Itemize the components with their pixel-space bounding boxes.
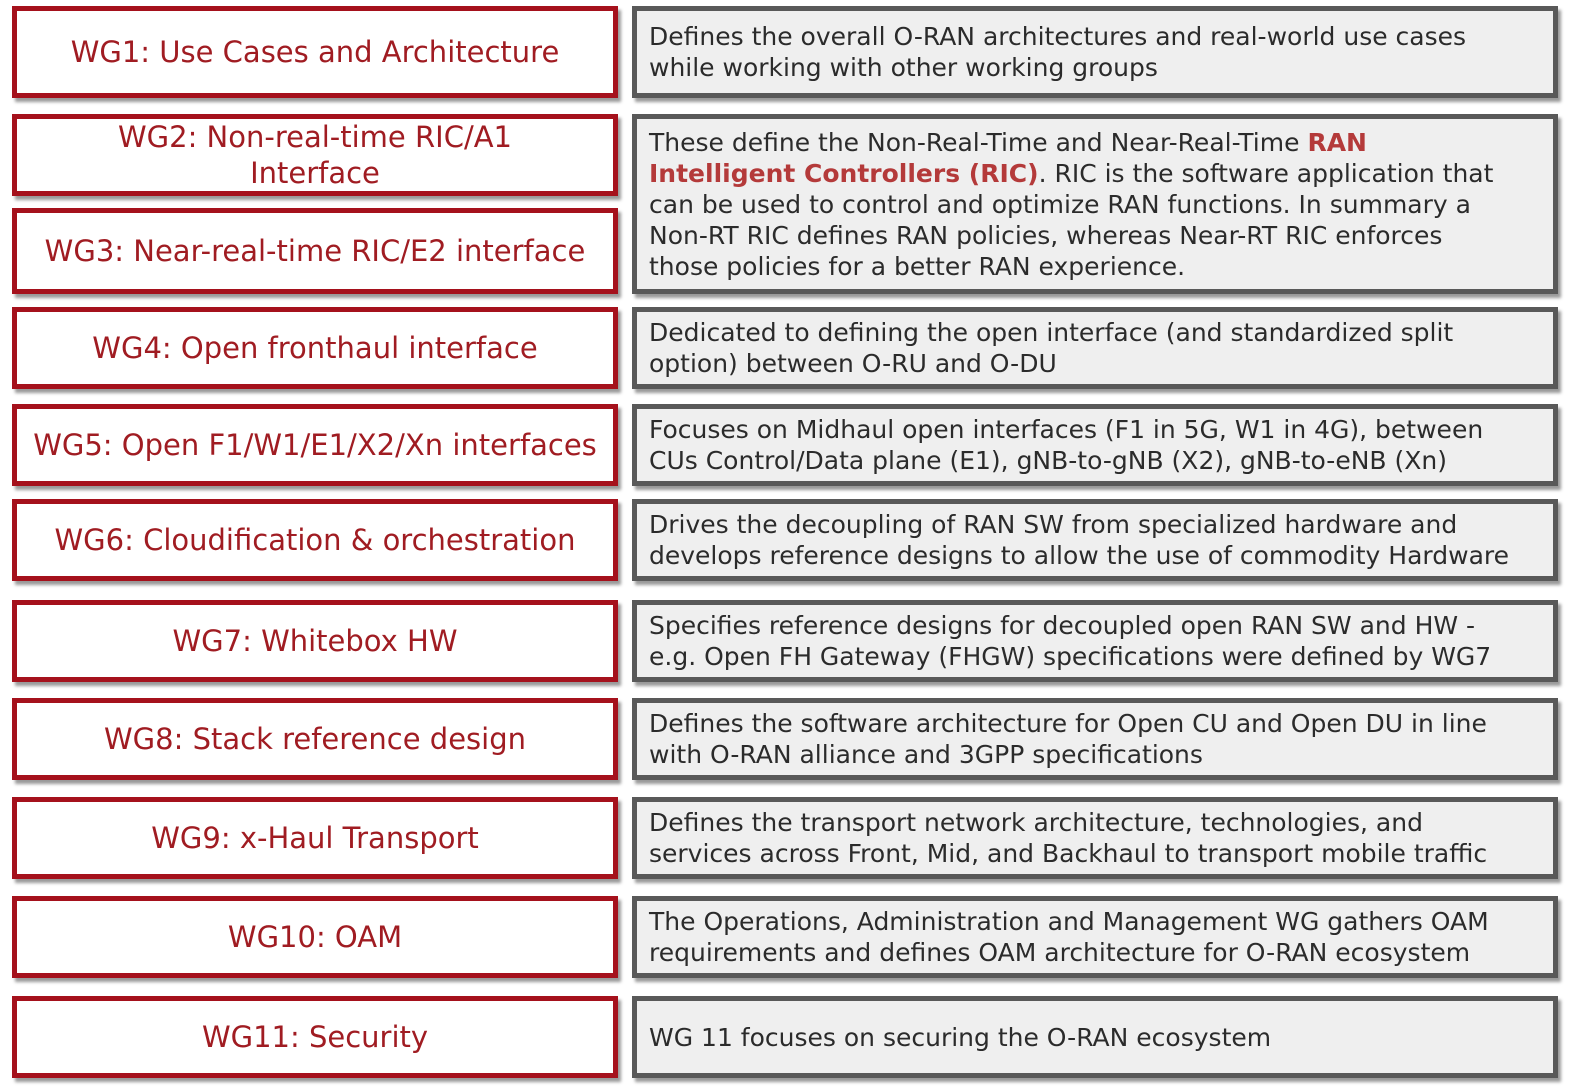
wg9-box [12, 797, 618, 879]
wg8-label: WG8: Stack reference design [104, 722, 526, 756]
wg10-label: WG10: OAM [227, 920, 403, 954]
ric-highlight: RAN Intelligent Controllers (RIC) [649, 127, 1367, 188]
wg3-label: WG3: Near-real-time RIC/E2 interface [44, 234, 586, 268]
wg11-description-box [632, 996, 1558, 1078]
wg9-description: Defines the transport network architecture, technologies, and services across Front, Mid, and Backhaul to transport mobile traffic [649, 808, 1488, 868]
wg11-description: WG 11 focuses on securing the O-RAN ecosystem [649, 1022, 1272, 1052]
wg4-box [12, 307, 618, 389]
wg2-box [12, 114, 618, 196]
wg6-box [12, 499, 618, 581]
wg4-label: WG4: Open fronthaul interface [92, 331, 538, 365]
wg4-description-box [632, 307, 1558, 389]
wg7-box [12, 600, 618, 682]
wg6-description: Drives the decoupling of RAN SW from specialized hardware and develops reference designs to allow the use of commodity Hardware [649, 510, 1509, 570]
wg6-description-box [632, 499, 1558, 581]
wg7-description-box [632, 600, 1558, 682]
wg7-label: WG7: Whitebox HW [172, 624, 458, 658]
wg10-description: The Operations, Administration and Management WG gathers OAM requirements and defines OAM architecture for O-RAN ecosystem [649, 907, 1489, 967]
wg11-label: WG11: Security [201, 1020, 429, 1054]
wg3-box [12, 208, 618, 294]
wg2-wg3-description-box [632, 114, 1558, 294]
wg6-label: WG6: Cloudification & orchestration [54, 523, 576, 557]
wg8-box [12, 698, 618, 780]
wg1-box [12, 6, 618, 98]
wg11-box [12, 996, 618, 1078]
wg9-label: WG9: x-Haul Transport [151, 821, 479, 855]
wg9-description-box [632, 797, 1558, 879]
wg8-description: Defines the software architecture for Open CU and Open DU in line with O-RAN alliance and 3GPP specifications [649, 709, 1487, 769]
wg5-description-box [632, 404, 1558, 486]
wg8-description-box [632, 698, 1558, 780]
wg10-box [12, 896, 618, 978]
wg10-description-box [632, 896, 1558, 978]
wg7-description: Specifies reference designs for decoupled open RAN SW and HW - e.g. Open FH Gateway (FHGW) specifications were defined by WG7 [649, 611, 1492, 671]
wg1-description-box [632, 6, 1558, 98]
wg2-label: WG2: Non-real-time RIC/A1 Interface [117, 120, 513, 190]
wg1-label: WG1: Use Cases and Architecture [70, 35, 560, 69]
wg4-description: Dedicated to defining the open interface (and standardized split option) between O-RU and O-DU [649, 318, 1454, 378]
ric-description [649, 127, 1493, 282]
wg5-box [12, 404, 618, 486]
ric-description-rest: . RIC is the software application that can be used to control and optimize RAN functions. In summary a Non-RT RIC defines RAN policies, whereas Near-RT RIC enforces those policies for a better RAN experience. [649, 158, 1494, 281]
ric-description-intro: These define the Non-Real-Time and Near-Real-Time [649, 127, 1308, 157]
wg5-description: Focuses on Midhaul open interfaces (F1 in 5G, W1 in 4G), between CUs Control/Data plane (E1), gNB-to-gNB (X2), gNB-to-eNB (Xn) [649, 415, 1484, 475]
wg5-label: WG5: Open F1/W1/E1/X2/Xn interfaces [33, 428, 597, 462]
wg1-description: Defines the overall O-RAN architectures and real-world use cases while working with other working groups [649, 22, 1467, 82]
